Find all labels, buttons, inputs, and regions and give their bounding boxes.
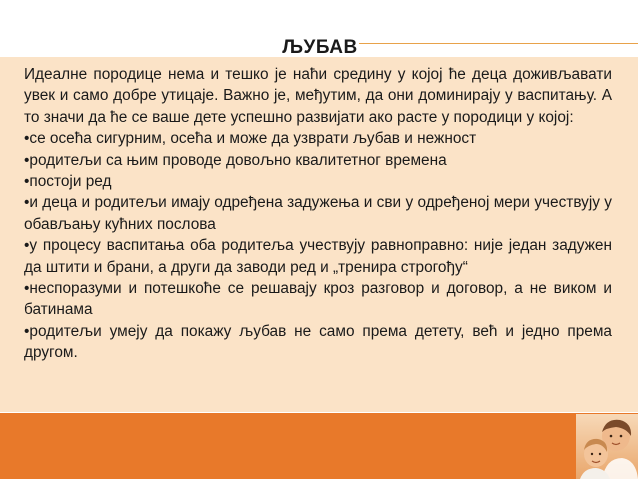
bullet-item: •постоји ред — [24, 173, 112, 191]
bullet-item: •родитељи умеју да покажу љубав не само према детету, већ и једно према другом. — [24, 322, 612, 362]
title-rule — [359, 43, 638, 44]
family-photo — [576, 414, 638, 479]
footer-bar — [0, 413, 638, 479]
slide-title: ЉУБАВ — [282, 37, 358, 58]
bullet-item: •родитељи са њим проводе довољно квалитетног времена — [24, 151, 447, 169]
bullet-item: •се осећа сигурним, осећа и може да узврати љубав и нежност — [24, 130, 477, 148]
bullet-item: •у процесу васпитања оба родитеља учествују равноправно: није један задужен да штити и брани, а други да заводи ред и „тренира строгођу“ — [24, 237, 612, 276]
bullet-item: •и деца и родитељи имају одређена задужења и сви у одређеној мери учествују у обављању кућних послова — [24, 194, 612, 233]
bullet-item: •неспоразуми и потешкоће се решавају кроз разговор и договор, а не виком и батинама — [24, 280, 612, 319]
slide-body — [24, 64, 612, 364]
intro-paragraph: Идеалне породице нема и тешко је наћи средину у којој ће деца доживљавати увек и само добре утицаје. Важно је, међутим, да они доминирају у васпитању. А то значи да ће се ваше дете успешно развијати ако расте у породици у којој: — [24, 66, 612, 126]
